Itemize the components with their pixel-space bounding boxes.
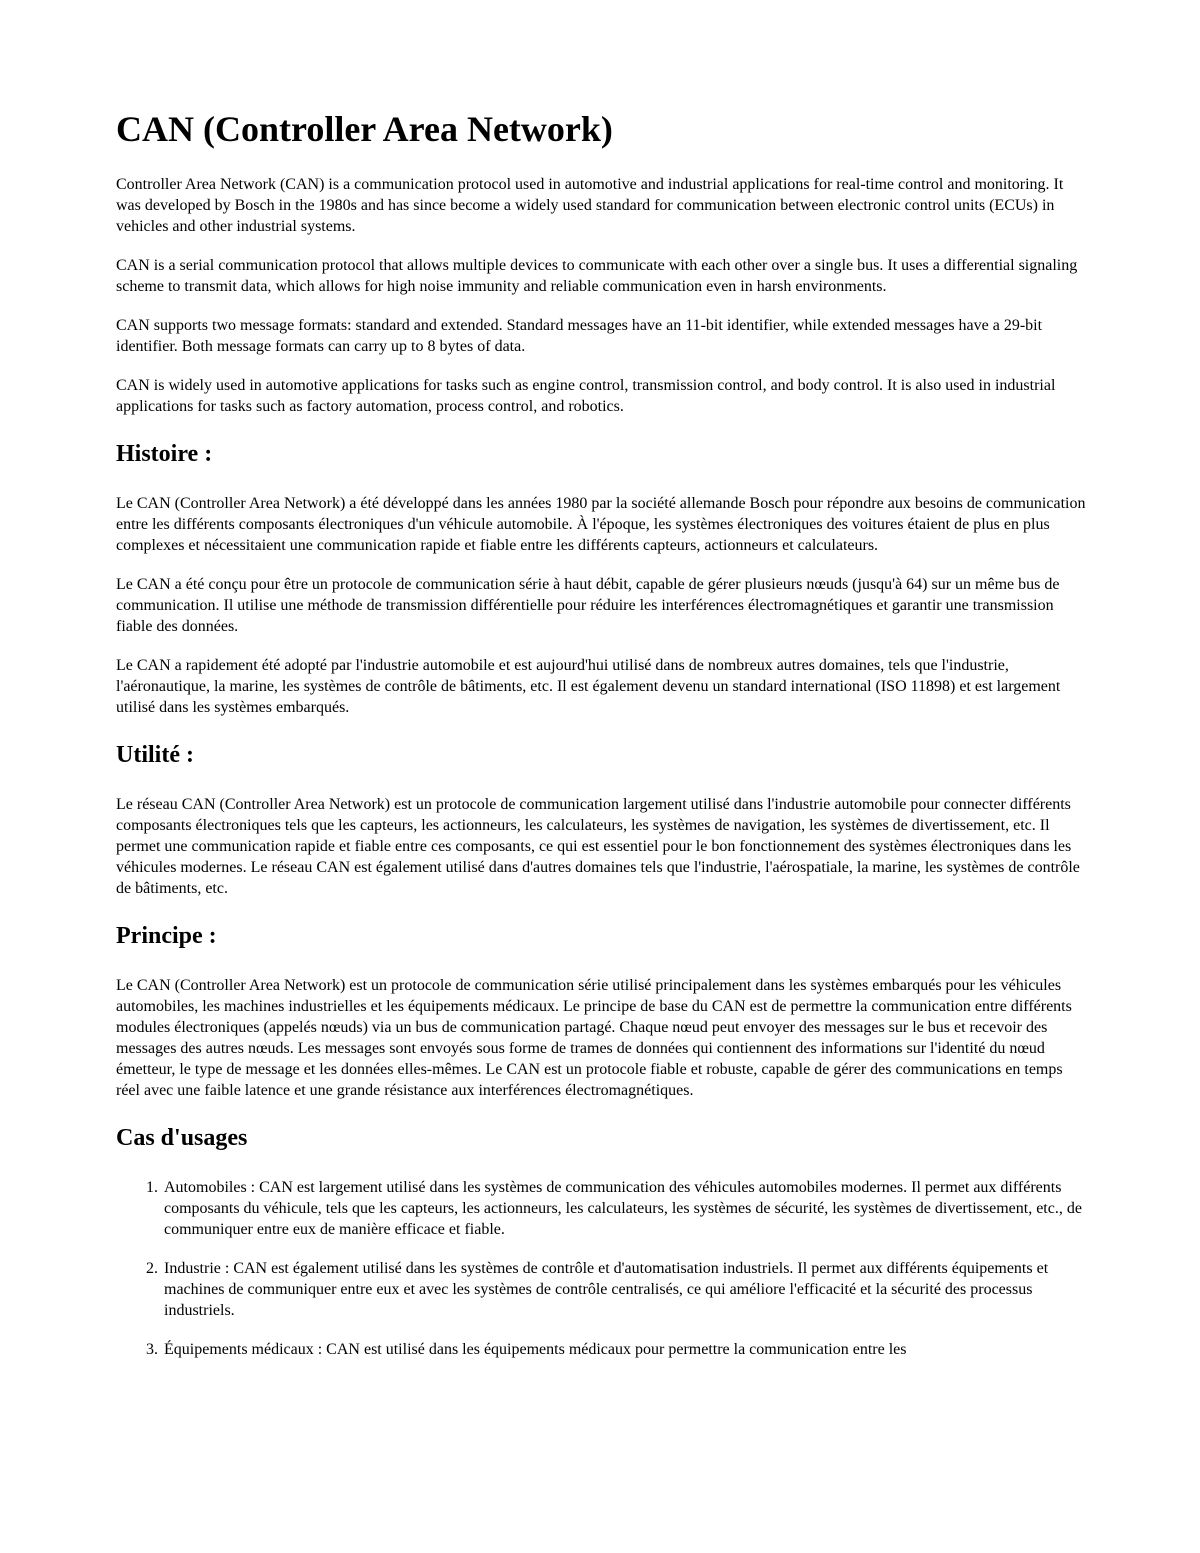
intro-paragraph: CAN is widely used in automotive applications for tasks such as engine control, transmission control, and body control. It is also used in industrial applications for tasks such as factory automation, process control, and robotics. xyxy=(116,377,1056,415)
section-heading-cas-usages: Cas d'usages xyxy=(116,1125,248,1151)
histoire-paragraph: Le CAN a été conçu pour être un protocole de communication série à haut débit, capable de gérer plusieurs nœuds (jusqu'à 64) sur un même bus de communication. Il utilise une méthode de transmission différentielle pour réduire les interférences électromagnétiques et garantir une transmission fiable des données. xyxy=(116,576,1060,635)
page-title: CAN (Controller Area Network) xyxy=(116,109,613,149)
histoire-paragraph: Le CAN a rapidement été adopté par l'industrie automobile et est aujourd'hui utilisé dans de nombreux autres domaines, tels que l'industrie, l'aéronautique, la marine, les systèmes de contrôle de bâtiments, etc. Il est également devenu un standard international (ISO 11898) et est largement utilisé dans les systèmes embarqués. xyxy=(116,657,1061,716)
histoire-paragraph: Le CAN (Controller Area Network) a été développé dans les années 1980 par la société allemande Bosch pour répondre aux besoins de communication entre les différents composants électroniques d'un véhicule automobile. À l'époque, les systèmes électroniques des voitures étaient de plus en plus complexes et nécessitaient une communication rapide et fiable entre les différents capteurs, actionneurs et calculateurs. xyxy=(116,495,1086,554)
intro-paragraph: CAN is a serial communication protocol that allows multiple devices to communicate with each other over a single bus. It uses a differential signaling scheme to transmit data, which allows for high noise immunity and reliable communication even in harsh environments. xyxy=(116,257,1078,295)
list-item: 1. Automobiles : CAN est largement utilisé dans les systèmes de communication des véhicules automobiles modernes. Il permet aux différents composants du véhicule, tels que les capteurs, les actionneurs, les calculateurs, les systèmes de sécurité, les systèmes de divertissement, etc., de communiquer entre eux de manière efficace et fiable. xyxy=(162,1177,1088,1240)
intro-paragraph: CAN supports two message formats: standard and extended. Standard messages have an 11-bit identifier, while extended messages have a 29-bit identifier. Both message formats can carry up to 8 bytes of data. xyxy=(116,317,1043,355)
list-item: 3. Équipements médicaux : CAN est utilisé dans les équipements médicaux pour permettre la communication entre les xyxy=(162,1339,1088,1360)
section-heading-utilite: Utilité : xyxy=(116,742,194,768)
use-case-list xyxy=(116,1177,1088,1360)
section-heading-principe: Principe : xyxy=(116,923,217,949)
section-heading-histoire: Histoire : xyxy=(116,441,213,467)
list-item: 2. Industrie : CAN est également utilisé dans les systèmes de contrôle et d'automatisation industriels. Il permet aux différents équipements et machines de communiquer entre eux et avec les systèmes de contrôle centralisés, ce qui améliore l'efficacité et la sécurité des processus industriels. xyxy=(162,1258,1088,1321)
intro-paragraph: Controller Area Network (CAN) is a communication protocol used in automotive and industrial applications for real-time control and monitoring. It was developed by Bosch in the 1980s and has since become a widely used standard for communication between electronic control units (ECUs) in vehicles and other industrial systems. xyxy=(116,176,1064,235)
principe-paragraph: Le CAN (Controller Area Network) est un protocole de communication série utilisé principalement dans les systèmes embarqués pour les véhicules automobiles, les machines industrielles et les équipements médicaux. Le principe de base du CAN est de permettre la communication entre différents modules électroniques (appelés nœuds) via un bus de communication partagé. Chaque nœud peut envoyer des messages sur le bus et recevoir des messages des autres nœuds. Les messages sont envoyés sous forme de trames de données qui contiennent des informations sur l'identité du nœud émetteur, le type de message et les données elles-mêmes. Le CAN est un protocole fiable et robuste, capable de gérer des communications en temps réel avec une faible latence et une grande résistance aux interférences électromagnétiques. xyxy=(116,977,1072,1099)
utilite-paragraph: Le réseau CAN (Controller Area Network) est un protocole de communication largement utilisé dans l'industrie automobile pour connecter différents composants électroniques tels que les capteurs, les actionneurs, les calculateurs, les systèmes de navigation, les systèmes de divertissement, etc. Il permet une communication rapide et fiable entre ces composants, ce qui est essentiel pour le bon fonctionnement des systèmes électroniques dans les véhicules modernes. Le réseau CAN est également utilisé dans d'autres domaines tels que l'industrie, l'aérospatiale, la marine, les systèmes de contrôle de bâtiments, etc. xyxy=(116,796,1080,897)
